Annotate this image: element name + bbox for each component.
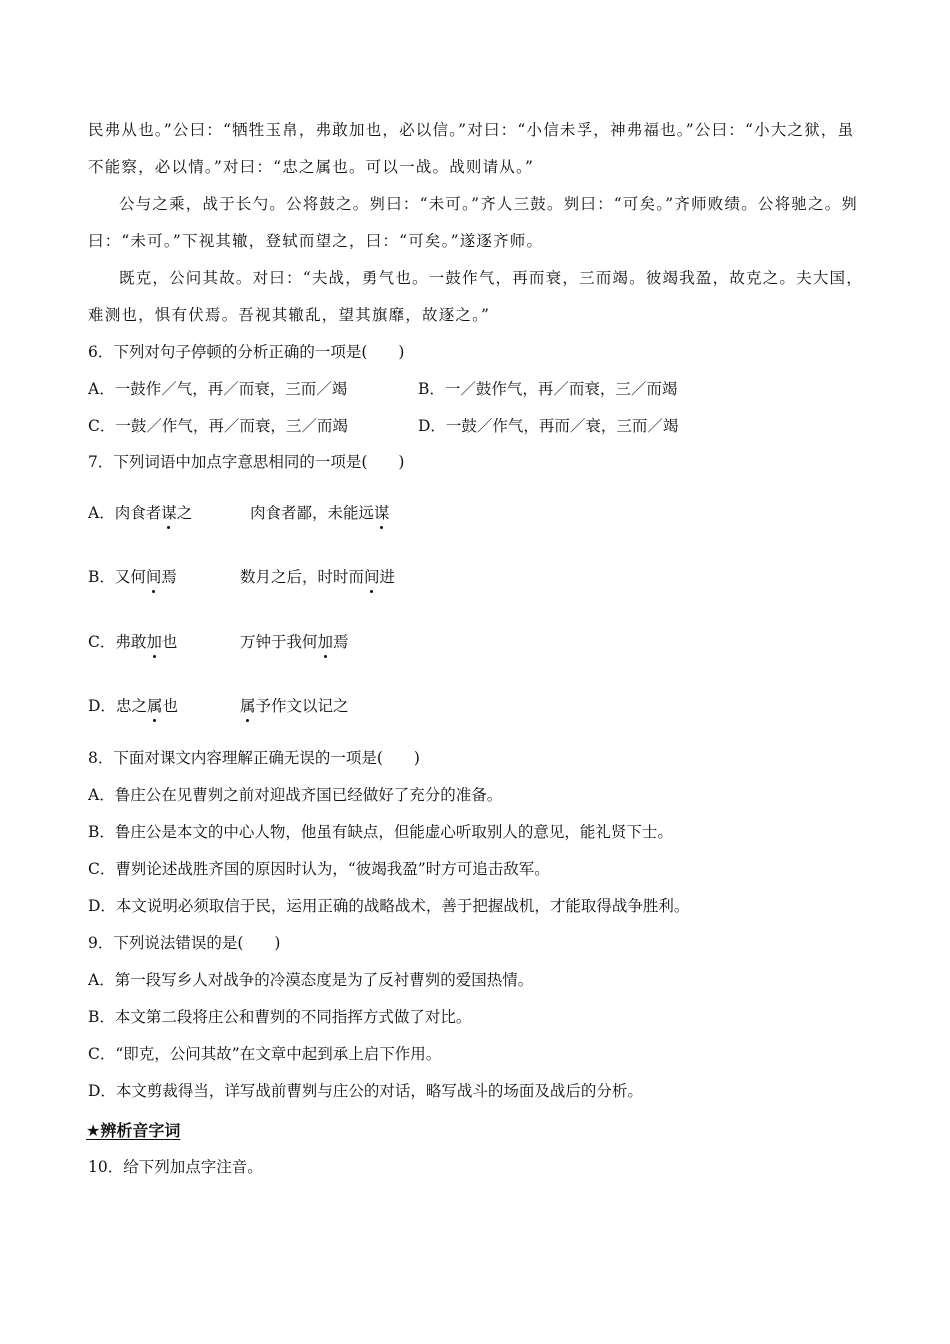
phrase-text: 予作文以记之	[255, 697, 349, 715]
option-label: D．	[88, 697, 116, 715]
phrase-text: 又何	[114, 568, 146, 586]
question-9-option-c: C．“即克，公问其故”在文章中起到承上启下作用。	[88, 1045, 442, 1063]
dotted-character: 属	[240, 697, 256, 715]
question-7-option-c-compare	[240, 632, 349, 652]
phrase-text: 万钟于我何	[240, 633, 318, 651]
option-label: C．	[88, 633, 116, 651]
phrase-text: 弗敢	[115, 633, 147, 651]
option-label: A．	[88, 504, 115, 522]
question-6-option-c: C．一鼓／作气，再／而衰，三／而竭	[88, 417, 348, 435]
question-7-option-c	[88, 632, 177, 652]
question-7-option-d-compare	[240, 696, 349, 716]
phrase-text: 也	[162, 697, 178, 715]
option-label: B．	[88, 568, 115, 586]
phrase-text: 之	[176, 504, 193, 522]
dotted-character: 间	[364, 568, 380, 586]
phrase-text: 焉	[333, 633, 349, 651]
question-6-option-d: D．一鼓／作气，再而／衰，三而／竭	[418, 417, 679, 435]
dotted-character: 加	[146, 633, 162, 651]
phrase-text: 肉食者鄙，未能远	[250, 504, 375, 522]
question-9-option-a: A．第一段写乡人对战争的冷漠态度是为了反衬曹刿的爱国热情。	[88, 971, 534, 989]
passage-paragraph-3: 既克，公问其故。对曰：“夫战，勇气也。一鼓作气，再而衰，三而竭。彼竭我盈，故克之。夫大国，难测也，惧有伏焉。吾视其辙乱，望其旗靡，故逐之。”	[88, 269, 863, 324]
phrase-text: 数月之后，时时而	[240, 568, 365, 586]
question-7-option-b-compare	[240, 567, 395, 587]
passage-paragraph-2: 公与之乘，战于长勺。公将鼓之。刿曰：“未可。”齐人三鼓。刿曰：“可矣。”齐师败绩。公将驰之。刿曰：“未可。”下视其辙，登轼而望之，曰：“可矣。”遂逐齐师。	[88, 195, 859, 250]
dotted-character: 属	[146, 697, 163, 715]
question-6-stem: 6．下列对句子停顿的分析正确的一项是( )	[88, 343, 405, 361]
question-8-option-b: B．鲁庄公是本文的中心人物，他虽有缺点，但能虚心听取别人的意见，能礼贤下士。	[88, 823, 673, 841]
question-8-option-a: A．鲁庄公在见曹刿之前对迎战齐国已经做好了充分的准备。	[88, 786, 503, 804]
question-7-option-d	[88, 696, 178, 716]
dotted-character: 谋	[374, 504, 390, 522]
dotted-character: 加	[317, 633, 334, 651]
dotted-character: 谋	[161, 504, 177, 522]
question-10-stem: 10．给下列加点字注音。	[88, 1158, 263, 1176]
phrase-text: 进	[379, 568, 396, 586]
question-8-option-d: D．本文说明必须取信于民，运用正确的战略战术，善于把握战机，才能取得战争胜利。	[88, 897, 690, 915]
section-heading: ★辨析音字词	[86, 1121, 181, 1140]
dotted-character: 间	[145, 568, 162, 586]
phrase-text: 焉	[161, 568, 177, 586]
question-9-option-b: B．本文第二段将庄公和曹刿的不同指挥方式做了对比。	[88, 1008, 472, 1026]
question-7-option-b	[88, 567, 177, 587]
question-8-stem: 8．下面对课文内容理解正确无误的一项是( )	[88, 749, 420, 767]
question-8-option-c: C．曹刿论述战胜齐国的原因时认为，“彼竭我盈”时方可追击敌军。	[88, 860, 550, 878]
question-7-option-a-compare	[250, 503, 390, 523]
phrase-text: 肉食者	[114, 504, 162, 522]
question-6-option-a: A．一鼓作／气，再／而衰，三而／竭	[88, 380, 348, 398]
question-7-option-a	[88, 503, 192, 523]
question-9-option-d: D．本文剪裁得当，详写战前曹刿与庄公的对话，略写战斗的场面及战后的分析。	[88, 1082, 643, 1100]
question-7-stem: 7．下列词语中加点字意思相同的一项是( )	[88, 453, 405, 471]
phrase-text: 也	[161, 633, 178, 651]
question-9-stem: 9．下列说法错误的是( )	[88, 934, 281, 952]
phrase-text: 忠之	[115, 697, 147, 715]
question-6-option-b: B．一／鼓作气，再／而衰，三／而竭	[418, 380, 678, 398]
passage-paragraph-1: 民弗从也。”公曰：“牺牲玉帛，弗敢加也，必以信。”对曰：“小信未孚，神弗福也。”公曰：“小大之狱，虽不能察，必以情。”对曰：“忠之属也。可以一战。战则请从。”	[88, 121, 855, 176]
